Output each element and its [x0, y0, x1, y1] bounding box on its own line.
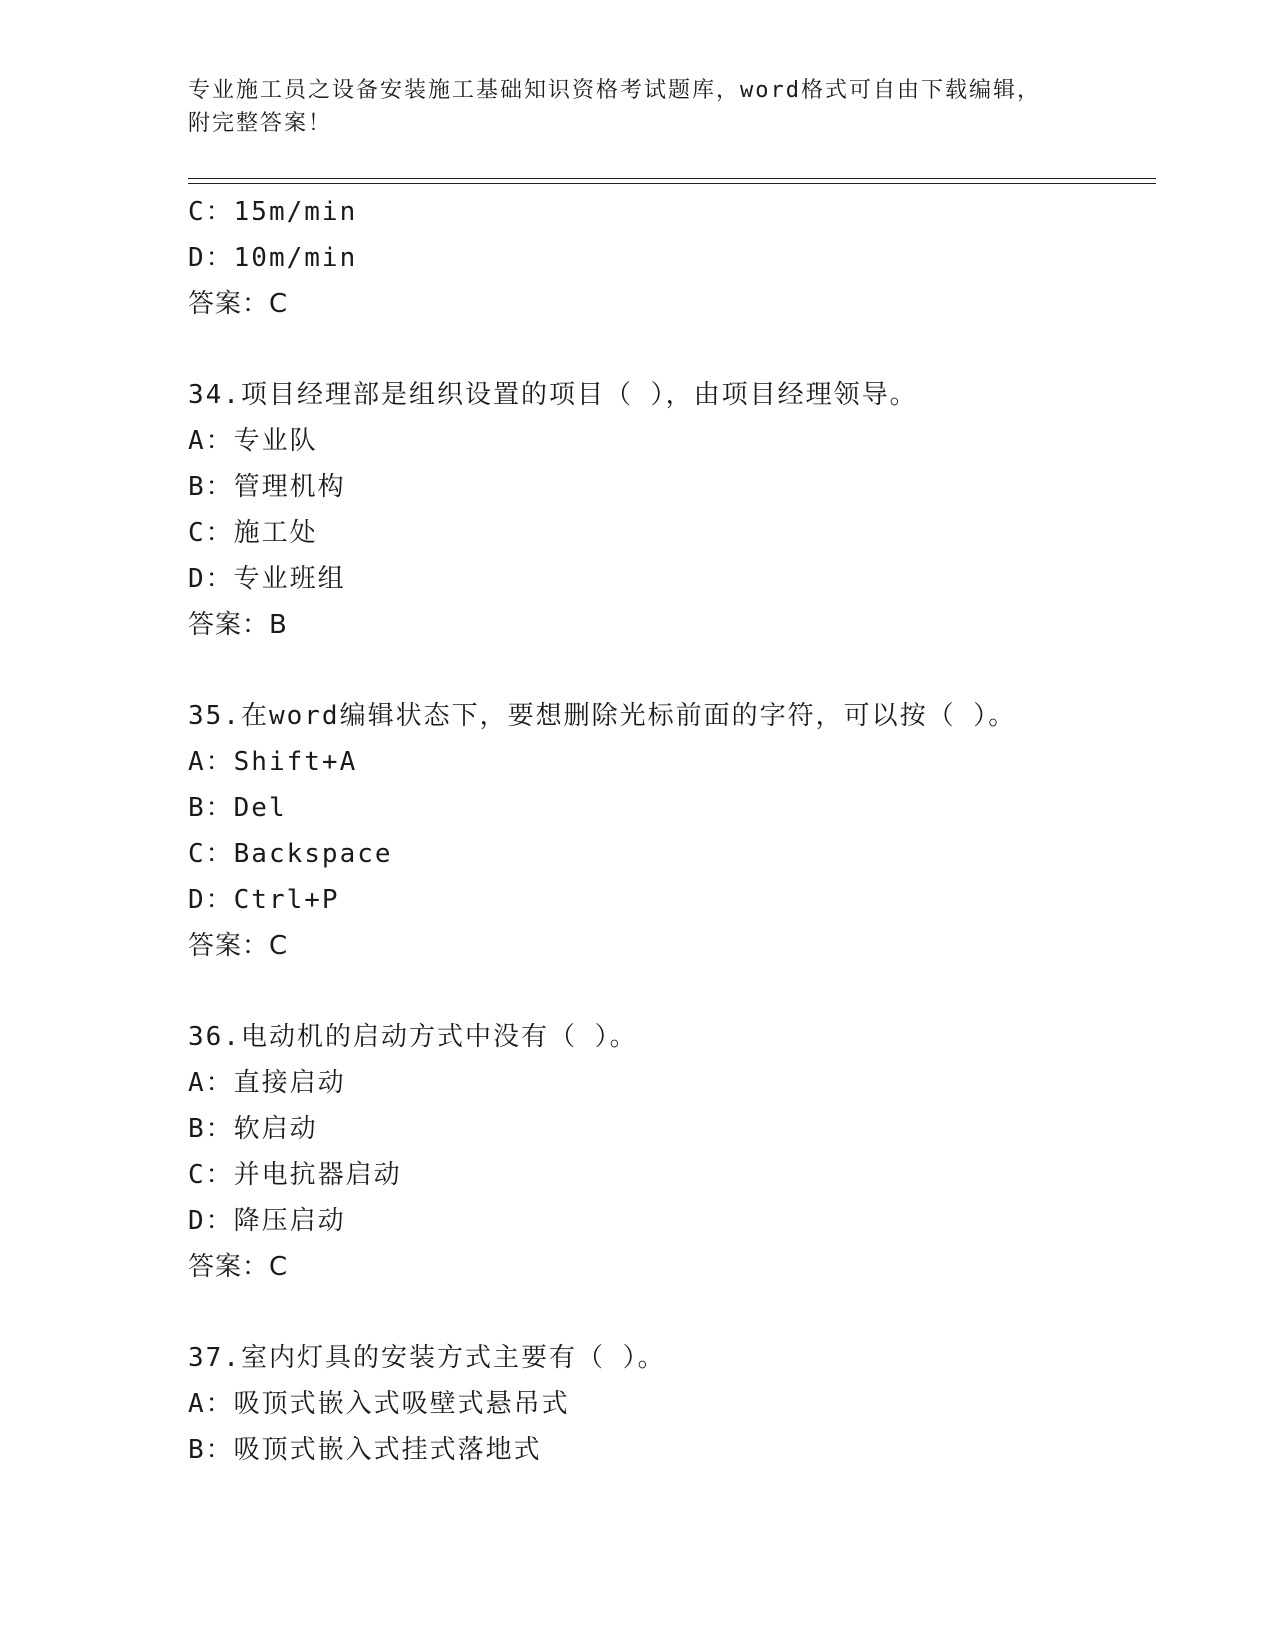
answer-label: 答案：B — [188, 610, 288, 640]
question-stem: 36.电动机的启动方式中没有（ ）。 — [188, 1022, 638, 1052]
header-divider-top — [188, 178, 1156, 179]
header-line-2: 附完整答案！ — [188, 111, 333, 136]
question-block-37 — [188, 1335, 1156, 1473]
option-c: C：施工处 — [188, 518, 318, 548]
option-b: B：管理机构 — [188, 472, 346, 502]
spacer — [188, 648, 1156, 693]
question-stem: 34.项目经理部是组织设置的项目（ ），由项目经理领导。 — [188, 380, 918, 410]
option-b: B：吸顶式嵌入式挂式落地式 — [188, 1435, 542, 1465]
answer-label: 答案：C — [188, 931, 289, 961]
option-b: B：软启动 — [188, 1114, 318, 1144]
option-a: A：直接启动 — [188, 1068, 346, 1098]
option-d: D：专业班组 — [188, 564, 346, 594]
option-a: A：吸顶式嵌入式吸壁式悬吊式 — [188, 1389, 570, 1419]
question-block-36 — [188, 1014, 1156, 1290]
question-stem: 35.在word编辑状态下，要想删除光标前面的字符，可以按（ ）。 — [188, 701, 1017, 731]
spacer — [188, 327, 1156, 372]
answer-label: 答案：C — [188, 1252, 289, 1282]
question-block-35 — [188, 693, 1156, 969]
document-header — [188, 74, 1068, 140]
option-c: C：并电抗器启动 — [188, 1160, 402, 1190]
question-block-34 — [188, 372, 1156, 648]
option-d: D：Ctrl+P — [188, 885, 340, 915]
question-stem: 37.室内灯具的安装方式主要有（ ）。 — [188, 1343, 666, 1373]
option-c: C：Backspace — [188, 839, 393, 869]
option-b: B：Del — [188, 793, 287, 823]
option-a: A：Shift+A — [188, 747, 358, 777]
header-line-1: 专业施工员之设备安装施工基础知识资格考试题库，word格式可自由下载编辑， — [188, 78, 1041, 103]
spacer — [188, 969, 1156, 1014]
spacer — [188, 1290, 1156, 1335]
option-d: D：降压启动 — [188, 1206, 346, 1236]
option-d: D：10m/min — [188, 243, 358, 273]
question-list — [188, 189, 1156, 1473]
answer-label: 答案：C — [188, 289, 289, 319]
header-divider-bottom — [188, 183, 1156, 184]
option-a: A：专业队 — [188, 426, 318, 456]
question-block-33 — [188, 189, 1156, 327]
option-c: C：15m/min — [188, 197, 358, 227]
